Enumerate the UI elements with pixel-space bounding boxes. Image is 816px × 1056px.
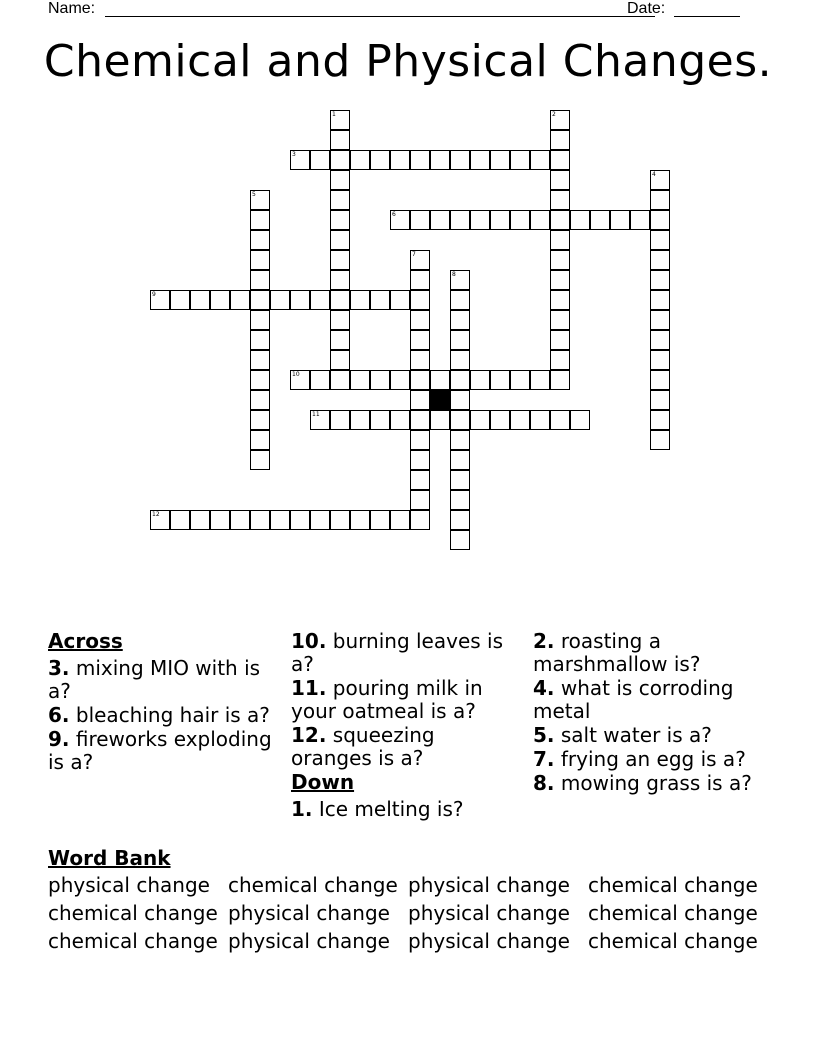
crossword-cell[interactable] [510, 370, 530, 390]
crossword-cell[interactable] [250, 410, 270, 430]
crossword-cell[interactable] [650, 350, 670, 370]
crossword-cell[interactable] [410, 150, 430, 170]
crossword-cell[interactable] [650, 430, 670, 450]
crossword-cell[interactable] [190, 510, 210, 530]
crossword-cell[interactable] [210, 290, 230, 310]
cell-number: 2 [552, 111, 556, 118]
page-title: Chemical and Physical Changes. [43, 36, 773, 87]
crossword-cell[interactable] [290, 370, 310, 390]
word-bank-item: physical change [228, 901, 390, 925]
crossword-cell[interactable] [450, 530, 470, 550]
word-bank-heading: Word Bank [48, 846, 171, 870]
cell-number: 5 [252, 191, 256, 198]
crossword-cell[interactable] [450, 310, 470, 330]
crossword-cell[interactable] [190, 290, 210, 310]
cell-number: 3 [292, 151, 296, 158]
crossword-cell[interactable] [550, 110, 570, 130]
name-label: Name: [48, 0, 96, 17]
crossword-cell[interactable] [650, 250, 670, 270]
crossword-cell[interactable] [450, 450, 470, 470]
clue-number: 5. [533, 723, 555, 747]
clues-column-2 [291, 630, 516, 822]
clue-across [291, 724, 516, 770]
clue-text: Ice melting is? [318, 797, 464, 821]
clue-number: 8. [533, 771, 555, 795]
word-bank-item: chemical change [588, 873, 758, 897]
crossword-cell[interactable] [410, 250, 430, 270]
word-bank-item: physical change [408, 929, 570, 953]
crossword-cell[interactable] [410, 310, 430, 330]
crossword-cell[interactable] [450, 150, 470, 170]
crossword-cell[interactable] [570, 410, 590, 430]
cell-number: 9 [152, 291, 156, 298]
crossword-cell[interactable] [450, 410, 470, 430]
crossword-cell[interactable] [250, 390, 270, 410]
crossword-cell[interactable] [390, 290, 410, 310]
crossword-cell[interactable] [330, 370, 350, 390]
crossword-cell[interactable] [150, 290, 170, 310]
crossword-cell[interactable] [330, 350, 350, 370]
cell-number: 4 [652, 171, 656, 178]
crossword-cell[interactable] [410, 290, 430, 310]
crossword-cell[interactable] [450, 330, 470, 350]
crossword-cell[interactable] [390, 410, 410, 430]
clue-across [291, 677, 516, 723]
clue-number: 2. [533, 629, 555, 653]
crossword-cell[interactable] [550, 190, 570, 210]
crossword-cell[interactable] [470, 410, 490, 430]
crossword-cell[interactable] [590, 210, 610, 230]
crossword-cell[interactable] [350, 510, 370, 530]
clue-text: bleaching hair is a? [75, 703, 270, 727]
crossword-cell[interactable] [390, 370, 410, 390]
crossword-cell[interactable] [430, 410, 450, 430]
clue-text: fireworks exploding is a? [48, 727, 272, 774]
clue-text: what is corroding metal [533, 676, 734, 723]
crossword-cell[interactable] [310, 410, 330, 430]
word-bank-item: chemical change [228, 873, 398, 897]
crossword-cell[interactable] [550, 210, 570, 230]
crossword-cell[interactable] [270, 510, 290, 530]
crossword-cell[interactable] [650, 190, 670, 210]
crossword-cell[interactable] [250, 370, 270, 390]
date-label: Date: [627, 0, 666, 17]
crossword-cell[interactable] [470, 150, 490, 170]
crossword-cell[interactable] [350, 150, 370, 170]
down-heading: Down [291, 770, 355, 794]
crossword-cell[interactable] [370, 290, 390, 310]
crossword-cell[interactable] [330, 110, 350, 130]
clue-down [533, 630, 758, 676]
crossword-cell[interactable] [410, 350, 430, 370]
crossword-cell[interactable] [450, 490, 470, 510]
crossword-cell[interactable] [650, 330, 670, 350]
crossword-cell[interactable] [550, 370, 570, 390]
crossword-cell[interactable] [330, 510, 350, 530]
cell-number: 10 [292, 371, 300, 378]
cell-number: 12 [152, 511, 160, 518]
crossword-cell[interactable] [550, 330, 570, 350]
clue-number: 6. [48, 703, 70, 727]
crossword-cell[interactable] [410, 470, 430, 490]
cell-number: 11 [312, 411, 320, 418]
crossword-cell[interactable] [330, 250, 350, 270]
crossword-cell[interactable] [530, 410, 550, 430]
crossword-cell[interactable] [210, 510, 230, 530]
crossword-cell[interactable] [410, 370, 430, 390]
clue-number: 9. [48, 727, 70, 751]
crossword-cell[interactable] [490, 150, 510, 170]
crossword-cell[interactable] [450, 270, 470, 290]
crossword-cell[interactable] [550, 350, 570, 370]
cell-number: 7 [412, 251, 416, 258]
crossword-cell[interactable] [630, 210, 650, 230]
crossword-cell[interactable] [490, 370, 510, 390]
clues-column-3 [533, 630, 758, 796]
word-bank-item: chemical change [48, 901, 218, 925]
crossword-cell[interactable] [330, 410, 350, 430]
clue-text: pouring milk in your oatmeal is a? [291, 676, 483, 723]
crossword-cell[interactable] [410, 270, 430, 290]
clue-text: mowing grass is a? [560, 771, 752, 795]
clue-text: squeezing oranges is a? [291, 723, 435, 770]
word-bank-item: physical change [408, 873, 570, 897]
crossword-cell[interactable] [650, 410, 670, 430]
word-bank-item: physical change [228, 929, 390, 953]
crossword-cell[interactable] [310, 150, 330, 170]
crossword-cell[interactable] [650, 230, 670, 250]
crossword-cell[interactable] [330, 150, 350, 170]
cell-number: 8 [452, 271, 456, 278]
crossword-cell[interactable] [250, 310, 270, 330]
crossword-cell[interactable] [350, 410, 370, 430]
crossword-cell[interactable] [170, 290, 190, 310]
crossword-cell[interactable] [250, 510, 270, 530]
crossword-cell[interactable] [390, 510, 410, 530]
crossword-cell[interactable] [550, 170, 570, 190]
word-bank-item: physical change [408, 901, 570, 925]
crossword-cell[interactable] [390, 210, 410, 230]
cell-number: 6 [392, 211, 396, 218]
crossword-cell[interactable] [410, 210, 430, 230]
crossword-cell[interactable] [250, 450, 270, 470]
crossword-cell[interactable] [430, 370, 450, 390]
crossword-cell[interactable] [370, 150, 390, 170]
across-heading: Across [48, 629, 123, 653]
crossword-cell[interactable] [430, 210, 450, 230]
crossword-cell[interactable] [250, 270, 270, 290]
crossword-cell[interactable] [390, 150, 410, 170]
crossword-cell[interactable] [250, 210, 270, 230]
crossword-cell[interactable] [330, 230, 350, 250]
word-bank-item: chemical change [588, 901, 758, 925]
clue-number: 11. [291, 676, 327, 700]
crossword-cell[interactable] [230, 510, 250, 530]
crossword-cell[interactable] [450, 210, 470, 230]
crossword-cell[interactable] [370, 510, 390, 530]
word-bank-item: chemical change [588, 929, 758, 953]
crossword-cell[interactable] [610, 210, 630, 230]
clue-down [533, 724, 758, 747]
clue-number: 7. [533, 747, 555, 771]
crossword-cell[interactable] [310, 290, 330, 310]
crossword-cell[interactable] [290, 150, 310, 170]
crossword-cell[interactable] [450, 350, 470, 370]
crossword-cell[interactable] [490, 410, 510, 430]
clue-across [48, 728, 273, 774]
word-bank-item: chemical change [48, 929, 218, 953]
clue-number: 10. [291, 629, 327, 653]
clue-across [291, 630, 516, 676]
crossword-cell[interactable] [330, 270, 350, 290]
crossword-cell[interactable] [550, 290, 570, 310]
clue-number: 1. [291, 797, 313, 821]
clue-text: salt water is a? [560, 723, 712, 747]
crossword-cell[interactable] [650, 290, 670, 310]
crossword-cell[interactable] [330, 130, 350, 150]
black-square [430, 390, 450, 410]
crossword-cell[interactable] [650, 270, 670, 290]
clue-down [291, 798, 516, 821]
crossword-cell[interactable] [330, 210, 350, 230]
cell-number: 1 [332, 111, 336, 118]
clue-text: frying an egg is a? [560, 747, 746, 771]
crossword-cell[interactable] [650, 370, 670, 390]
crossword-cell[interactable] [370, 410, 390, 430]
crossword-cell[interactable] [650, 310, 670, 330]
crossword-cell[interactable] [450, 510, 470, 530]
crossword-cell[interactable] [330, 290, 350, 310]
crossword-cell[interactable] [310, 510, 330, 530]
crossword-cell[interactable] [490, 210, 510, 230]
crossword-cell[interactable] [470, 210, 490, 230]
crossword-cell[interactable] [150, 510, 170, 530]
crossword-cell[interactable] [270, 290, 290, 310]
crossword-cell[interactable] [250, 290, 270, 310]
crossword-cell[interactable] [350, 290, 370, 310]
crossword-cell[interactable] [250, 330, 270, 350]
crossword-cell[interactable] [410, 390, 430, 410]
crossword-cell[interactable] [410, 410, 430, 430]
crossword-cell[interactable] [450, 470, 470, 490]
crossword-cell[interactable] [370, 370, 390, 390]
crossword-cell[interactable] [430, 150, 450, 170]
crossword-cell[interactable] [450, 370, 470, 390]
crossword-cell[interactable] [410, 330, 430, 350]
crossword-cell[interactable] [530, 150, 550, 170]
crossword-cell[interactable] [310, 370, 330, 390]
crossword-cell[interactable] [290, 290, 310, 310]
crossword-cell[interactable] [410, 450, 430, 470]
crossword-cell[interactable] [250, 190, 270, 210]
clue-text: burning leaves is a? [291, 629, 504, 676]
crossword-cell[interactable] [330, 330, 350, 350]
crossword-cell[interactable] [230, 290, 250, 310]
crossword-cell[interactable] [330, 190, 350, 210]
crossword-cell[interactable] [170, 510, 190, 530]
crossword-cell[interactable] [550, 150, 570, 170]
crossword-cell[interactable] [330, 310, 350, 330]
clue-down [533, 677, 758, 723]
crossword-cell[interactable] [530, 210, 550, 230]
crossword-cell[interactable] [650, 210, 670, 230]
crossword-cell[interactable] [550, 410, 570, 430]
crossword-cell[interactable] [550, 250, 570, 270]
crossword-cell[interactable] [450, 430, 470, 450]
clue-number: 12. [291, 723, 327, 747]
clue-number: 4. [533, 676, 555, 700]
crossword-cell[interactable] [570, 210, 590, 230]
crossword-cell[interactable] [470, 370, 490, 390]
crossword-cell[interactable] [410, 510, 430, 530]
crossword-cell[interactable] [530, 370, 550, 390]
crossword-cell[interactable] [410, 490, 430, 510]
crossword-cell[interactable] [550, 270, 570, 290]
crossword-cell[interactable] [410, 430, 430, 450]
crossword-cell[interactable] [250, 230, 270, 250]
clues-column-1 [48, 630, 273, 775]
crossword-cell[interactable] [510, 150, 530, 170]
clue-down [533, 748, 758, 771]
clue-number: 3. [48, 656, 70, 680]
crossword-cell[interactable] [250, 430, 270, 450]
crossword-cell[interactable] [330, 170, 350, 190]
crossword-cell[interactable] [650, 170, 670, 190]
clue-text: mixing MIO with is a? [48, 656, 261, 703]
crossword-cell[interactable] [290, 510, 310, 530]
crossword-cell[interactable] [350, 370, 370, 390]
crossword-cell[interactable] [450, 290, 470, 310]
crossword-cell[interactable] [250, 250, 270, 270]
crossword-cell[interactable] [550, 230, 570, 250]
clue-across [48, 657, 273, 703]
clue-text: roasting a marshmallow is? [533, 629, 701, 676]
word-bank-item: physical change [48, 873, 210, 897]
crossword-cell[interactable] [250, 350, 270, 370]
crossword-cell[interactable] [550, 310, 570, 330]
crossword-cell[interactable] [450, 390, 470, 410]
crossword-cell[interactable] [510, 410, 530, 430]
clue-across [48, 704, 273, 727]
word-bank [48, 874, 788, 953]
crossword-cell[interactable] [550, 130, 570, 150]
crossword-cell[interactable] [650, 390, 670, 410]
crossword-cell[interactable] [510, 210, 530, 230]
clue-down [533, 772, 758, 795]
